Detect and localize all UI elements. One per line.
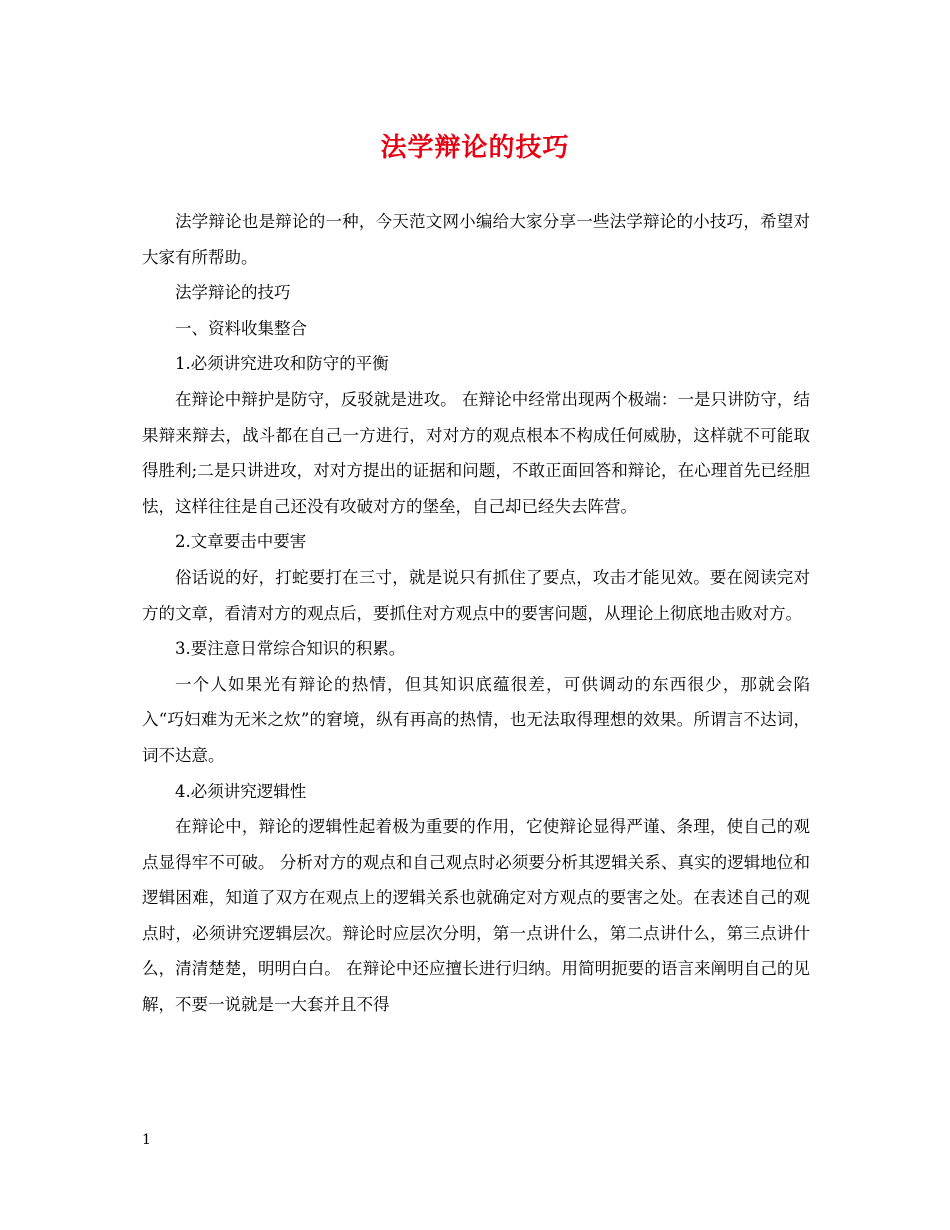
paragraph-4: 在辩论中，辩论的逻辑性起着极为重要的作用，它使辩论显得严谨、条理，使自己的观点显得牢不可破。 分析对方的观点和自己观点时必须要分析其逻辑关系、真实的逻辑地位和逻辑困难，知道了双方在观点上的逻辑关系也就确定对方观点的要害之处。在表述自己的观点时，必须讲究逻辑层次。辩论时应层次分明，第一点讲什么，第二点讲什么，第三点讲什么，清清楚楚，明明白白。 在辩论中还应擅长进行归纳。用简明扼要的语言来阐明自己的见解，不要一说就是一大套并且不得 <box>142 817 810 1015</box>
heading-techniques: 法学辩论的技巧 <box>175 283 291 303</box>
document-body <box>142 204 810 1023</box>
document-title: 法学辩论的技巧 <box>380 133 570 163</box>
subheading-1: 1.必须讲究进攻和防守的平衡 <box>175 354 389 374</box>
paragraph-3: 一个人如果光有辩论的热情，但其知识底蕴很差，可供调动的东西很少，那就会陷入“巧妇难为无米之炊”的窘境，纵有再高的热情，也无法取得理想的效果。所谓言不达词，词不达意。 <box>142 674 810 765</box>
heading-section-1: 一、资料收集整合 <box>175 318 307 338</box>
subheading-2: 2.文章要击中要害 <box>175 532 307 552</box>
paragraph-1: 在辩论中辩护是防守，反驳就是进攻。 在辩论中经常出现两个极端：一是只讲防守，结果辩来辩去，战斗都在自己一方进行，对对方的观点根本不构成任何威胁，这样就不可能取得胜利;二是只讲进攻，对对方提出的证据和问题，不敢正面回答和辩论，在心理首先已经胆怯，这样往往是自己还没有攻破对方的堡垒，自己却已经失去阵营。 <box>142 389 810 516</box>
paragraph-intro: 法学辩论也是辩论的一种，今天范文网小编给大家分享一些法学辩论的小技巧，希望对大家有所帮助。 <box>142 212 810 267</box>
page-number: 1 <box>142 1132 151 1148</box>
paragraph-2: 俗话说的好，打蛇要打在三寸，就是说只有抓住了要点，攻击才能见效。要在阅读完对方的文章，看清对方的观点后，要抓住对方观点中的要害问题，从理论上彻底地击败对方。 <box>142 567 810 623</box>
subheading-3: 3.要注意日常综合知识的积累。 <box>175 639 406 659</box>
subheading-4: 4.必须讲究逻辑性 <box>175 781 307 801</box>
